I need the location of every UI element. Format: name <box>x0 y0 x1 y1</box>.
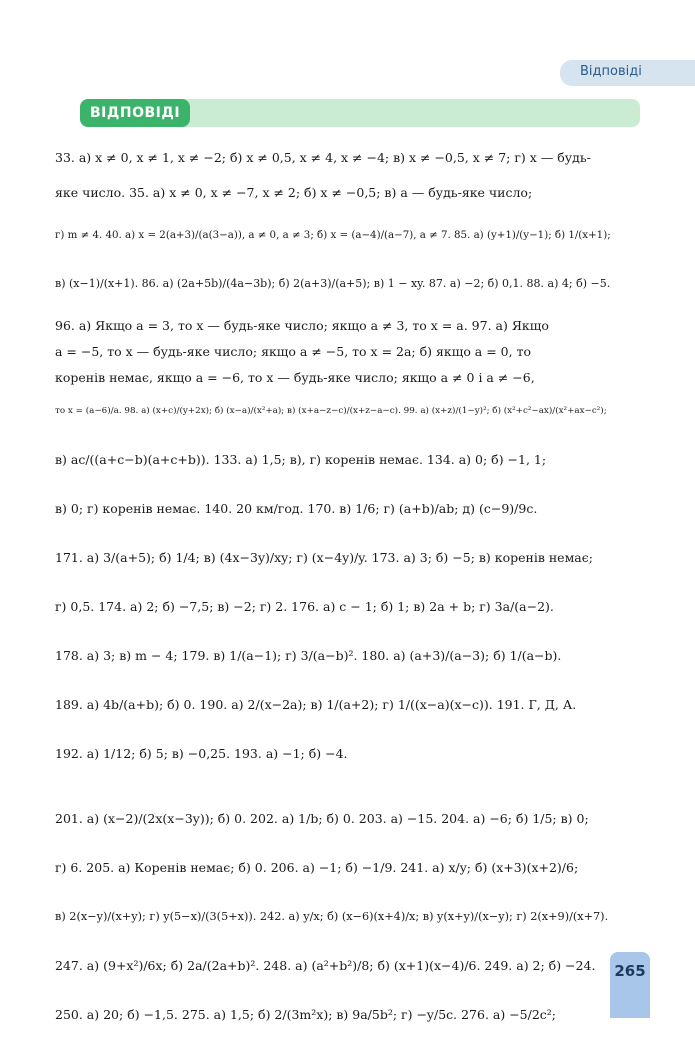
answer-line: 33. а) x ≠ 0, x ≠ 1, x ≠ −2; б) x ≠ 0,5, x ≠ 4, x ≠ −4; в) x ≠ −0,5, x ≠ 7; г) x — будь- <box>55 150 591 165</box>
answer-line: 171. а) 3/(a+5); б) 1/4; в) (4x−3y)/xy; г) (x−4y)/y. 173. а) 3; б) −5; в) коренів немає; <box>55 550 593 565</box>
answer-line: то x = (a−6)/a. 98. а) (x+c)/(y+2x); б) (x−a)/(x²+a); в) (x+a−z−c)/(x+z−a−c). 99. а) (x+z)/(1−y)²; б) (x²+c²−ax)/(x²+ax−c²); <box>55 406 607 416</box>
section-tab <box>560 60 695 86</box>
answer-line: яке число. 35. а) x ≠ 0, x ≠ −7, x ≠ 2; б) x ≠ −0,5; в) a — будь-яке число; <box>55 185 533 200</box>
page-number-tab <box>610 952 650 1018</box>
answer-line: 189. а) 4b/(a+b); б) 0. 190. а) 2/(x−2a); в) 1/(a+2); г) 1/((x−a)(x−c)). 191. Г, Д, А. <box>55 697 577 712</box>
answer-line: в) ac/((a+c−b)(a+c+b)). 133. а) 1,5; в), г) коренів немає. 134. а) 0; б) −1, 1; <box>55 452 547 467</box>
answers-block <box>55 145 615 1044</box>
section-tab-label: Відповіді <box>580 64 642 79</box>
page-number: 265 <box>614 962 646 980</box>
answer-line: 192. а) 1/12; б) 5; в) −0,25. 193. а) −1; б) −4. <box>55 746 348 761</box>
answer-line: 250. а) 20; б) −1,5. 275. а) 1,5; б) 2/(3m²x); в) 9a/5b²; г) −y/5c. 276. а) −5/2c²; <box>55 1007 557 1022</box>
answer-line: в) 2(x−y)/(x+y); г) y(5−x)/(3(5+x)). 242. а) y/x; б) (x−6)(x+4)/x; в) y(x+y)/(x−y); г) 2(x+9)/(x+7). <box>55 910 609 923</box>
answer-line: в) (x−1)/(x+1). 86. а) (2a+5b)/(4a−3b); б) 2(a+3)/(a+5); в) 1 − xy. 87. а) −2; б) 0,1. 88. а) 4; б) −5. <box>55 277 611 290</box>
answer-line: г) 0,5. 174. а) 2; б) −7,5; в) −2; г) 2. 176. а) c − 1; б) 1; в) 2a + b; г) 3a/(a−2). <box>55 599 554 614</box>
answer-line: в) 0; г) коренів немає. 140. 20 км/год. 170. в) 1/6; г) (a+b)/ab; д) (c−9)/9c. <box>55 501 538 516</box>
answer-line: г) m ≠ 4. 40. а) x = 2(a+3)/(a(3−a)), a ≠ 0, a ≠ 3; б) x = (a−4)/(a−7), a ≠ 7. 85. а) (y+1)/(y−1); б) 1/(x+1); <box>55 229 611 241</box>
section-title: ВІДПОВІДІ <box>80 99 190 127</box>
answer-line: a = −5, то x — будь-яке число; якщо a ≠ −5, то x = 2a; б) якщо a = 0, то <box>55 344 532 359</box>
answer-line: 247. а) (9+x²)/6x; б) 2a/(2a+b)². 248. а) (a²+b²)/8; б) (x+1)(x−4)/6. 249. а) 2; б) −24. <box>55 958 596 973</box>
answer-line: коренів немає, якщо a = −6, то x — будь-яке число; якщо a ≠ 0 і a ≠ −6, <box>55 370 535 385</box>
answer-line: 178. а) 3; в) m − 4; 179. в) 1/(a−1); г) 3/(a−b)². 180. а) (a+3)/(a−3); б) 1/(a−b). <box>55 648 562 663</box>
answer-line: 201. а) (x−2)/(2x(x−3y)); б) 0. 202. а) 1/b; б) 0. 203. а) −15. 204. а) −6; б) 1/5; в) 0; <box>55 811 589 826</box>
answer-line: г) 6. 205. а) Коренів немає; б) 0. 206. а) −1; б) −1/9. 241. а) x/y; б) (x+3)(x+2)/6; <box>55 860 579 875</box>
answer-line: 96. а) Якщо a = 3, то x — будь-яке число; якщо a ≠ 3, то x = a. 97. а) Якщо <box>55 318 549 333</box>
